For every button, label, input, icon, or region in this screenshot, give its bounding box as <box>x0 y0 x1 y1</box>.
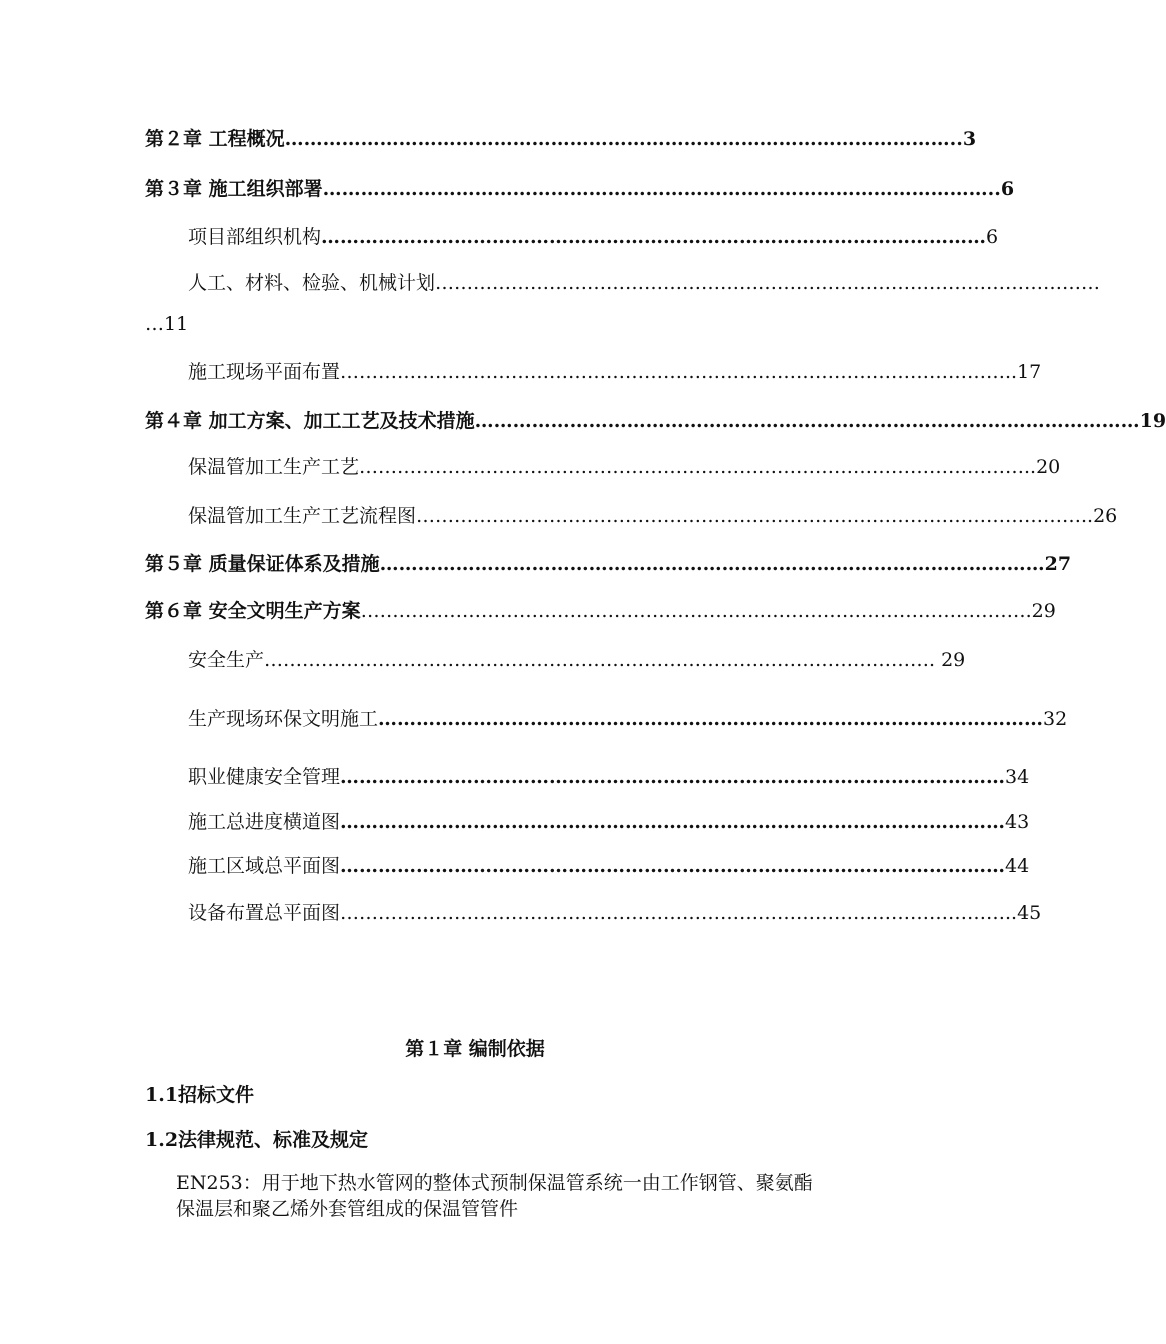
toc-label: 保温管加工生产工艺流程图 <box>188 505 417 527</box>
toc-label: 第２章 工程概况 <box>145 128 285 150</box>
toc-label: 设备布置总平面图 <box>188 902 341 924</box>
leader-dots: …………………………………………………………………………………………… <box>340 361 1006 383</box>
toc-page: ..6 <box>987 178 1015 200</box>
toc-page: 6 <box>986 226 999 248</box>
leader-dots: …………………………………………………………………………………………… <box>474 410 1140 432</box>
toc-entry[interactable] <box>188 357 1042 384</box>
toc-entry[interactable] <box>188 268 1101 295</box>
toc-page: ..45 <box>1005 902 1042 924</box>
toc-page: 11 <box>164 313 189 335</box>
toc-entry[interactable] <box>188 501 1118 528</box>
leader-dots: …………………………………………………………………………………………… <box>435 272 1101 294</box>
toc-page: . 29 <box>929 649 966 671</box>
leader-dots: …………………………………………………………………………………………… <box>340 811 1006 833</box>
toc-entry[interactable] <box>188 704 1068 731</box>
toc-entry[interactable] <box>188 851 1030 878</box>
leader-dots: …………………………………………………………………………………………… <box>340 766 1006 788</box>
leader-dots: …………………………………………………………………………………………… <box>378 708 1044 730</box>
toc-label: 人工、材料、检验、机械计划 <box>188 272 436 294</box>
leader-dots: …………………………………………………………………………………………… <box>379 553 1045 575</box>
toc-entry[interactable] <box>188 452 1061 479</box>
toc-label: 第５章 质量保证体系及措施 <box>145 553 380 575</box>
toc-page: ..26 <box>1081 505 1118 527</box>
toc-label: 第６章 安全文明生产方案 <box>145 600 361 622</box>
toc-page: 34 <box>1005 766 1030 788</box>
leader-dots: …………………………………………………………………………………………… <box>416 505 1082 527</box>
chapter-title: 第１章 编制依据 <box>405 1038 545 1060</box>
toc-label: 职业健康安全管理 <box>188 766 341 788</box>
toc-entry-continuation[interactable] <box>145 313 188 335</box>
toc-page: ..20 <box>1024 456 1061 478</box>
body-paragraph: EN253：用于地下热水管网的整体式预制保温管系统一由工作钢管、聚氨酯保温层和聚乙烯外套管组成的保温管管件 <box>176 1172 813 1220</box>
toc-page: 19 <box>1139 410 1166 432</box>
leader-dots: …………………………………………………………………………………………… <box>360 600 1026 622</box>
toc-label: 第３章 施工组织部署 <box>145 178 323 200</box>
toc-page: 44 <box>1005 855 1030 877</box>
toc-entry[interactable] <box>188 222 999 249</box>
leader-dots: …………………………………………………………………………………………… <box>322 178 988 200</box>
toc-entry[interactable] <box>188 898 1042 925</box>
toc-label: 安全生产 <box>188 649 265 671</box>
toc-entry[interactable] <box>188 645 966 672</box>
leader-dots: …………………………………………………………………………………………… <box>321 226 987 248</box>
toc-label: 项目部组织机构 <box>188 226 322 248</box>
leader-dots: …………………………………………………………………………………………… <box>284 128 950 150</box>
toc-label: 生产现场环保文明施工 <box>188 708 379 730</box>
leader-dots: …………………………………………………………………………………………… <box>264 649 930 671</box>
toc-label: 施工总进度横道图 <box>188 811 341 833</box>
toc-label: 保温管加工生产工艺 <box>188 456 360 478</box>
toc-entry[interactable] <box>145 549 1072 576</box>
section-heading: 1.2法律规范、标准及规定 <box>145 1129 369 1151</box>
leader-dots: …………………………………………………………………………………………… <box>340 902 1006 924</box>
toc-label: 施工区域总平面图 <box>188 855 341 877</box>
leader-dots: … <box>145 313 164 335</box>
toc-entry[interactable] <box>145 596 1056 623</box>
leader-dots: …………………………………………………………………………………………… <box>340 855 1006 877</box>
toc-page: 32 <box>1043 708 1068 730</box>
toc-entry[interactable] <box>145 406 1166 433</box>
toc-entry[interactable] <box>145 124 977 151</box>
toc-label: 施工现场平面布置 <box>188 361 341 383</box>
toc-page: ..17 <box>1005 361 1042 383</box>
toc-label: 第４章 加工方案、加工工艺及技术措施 <box>145 410 475 432</box>
toc-page: .29 <box>1025 600 1056 622</box>
toc-page: ..3 <box>949 128 977 150</box>
toc-entry[interactable] <box>188 762 1030 789</box>
toc-page: 27 <box>1044 553 1072 575</box>
toc-page: 43 <box>1005 811 1030 833</box>
toc-entry[interactable] <box>188 807 1030 834</box>
leader-dots: …………………………………………………………………………………………… <box>359 456 1025 478</box>
toc-entry[interactable] <box>145 174 1015 201</box>
section-heading: 1.1招标文件 <box>145 1084 255 1106</box>
